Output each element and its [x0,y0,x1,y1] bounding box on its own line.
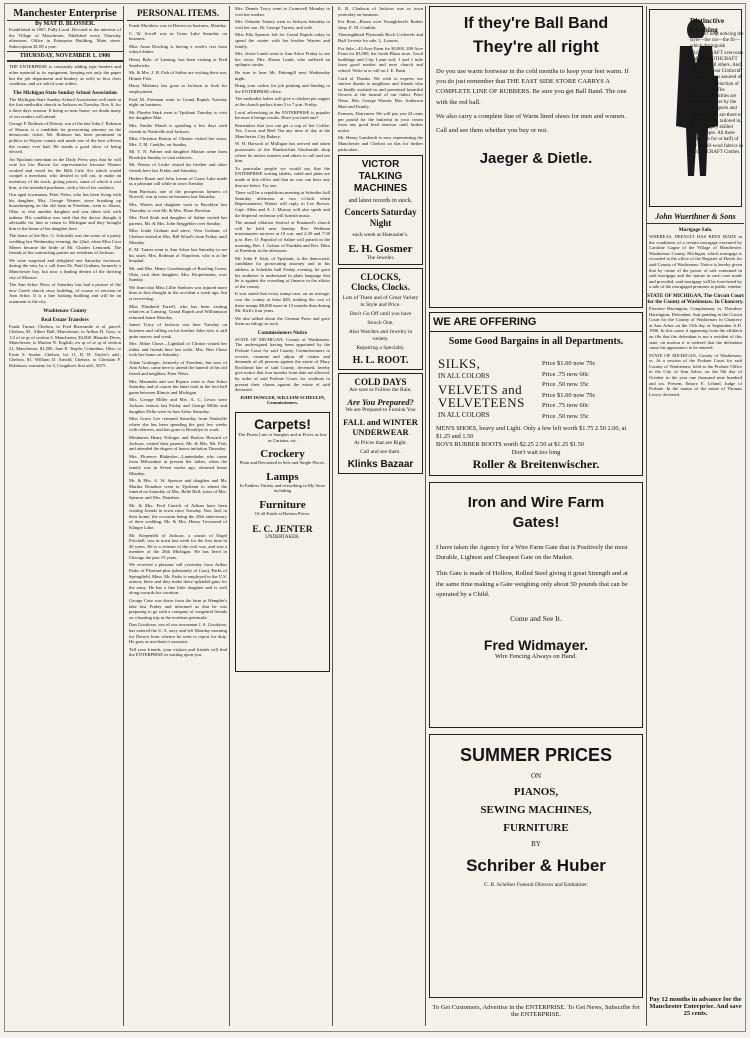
column-5-ads [429,6,643,1026]
classified-list [336,6,425,152]
colors-label: IN ALL COLORS [438,372,490,380]
notice-heading: Commissioners Notice [257,329,308,336]
personal-item: Frank Merithew was in Detroit on business, Monday. [129,23,227,28]
personal-item: Mr. and Mrs. Henry Goodenough of Bowling Green, Ohio, visit their daughter, Mrs. Klopfenstein, over Sunday. [129,265,227,283]
local-item: Mrs. Dennis Tracy went to Cromwell Monday to visit her mother. [235,6,330,17]
shoes-text: MEN'S SHOES, heavy and Light. Only a few left worth $1.75 2.50 2.00, at $1.25 and 1.50 [436,425,627,440]
chancery-heading: STATE OF MICHIGAN, The Circuit Court for the County of Washtenaw. In Chancery. [647,292,744,305]
personal-item: Mrs. George Miller and Mrs. A. C. Lewis were Jackson visitors last Friday and George Miller and daughter Della were in Ann Arbor Saturday. [129,397,227,414]
offering-ad [429,312,643,476]
local-item: Bring your orders for job printing and binding to the ENTERPRISE office. [235,83,330,94]
article-heading: Real Estate Transfers [41,316,89,323]
colddays-title: COLD DAYS [354,377,407,388]
concerts-title: Concerts Saturday Night [344,207,417,229]
personal-item: Mr. & Mrs. Fred Carrick of Adrian have been visiting friends in town since Tuesday, Nov. 2nd, in their home, the occasion being the 20th anniversary of their wedding, Mr. & Mrs. Henry Townsend of Klinger Lake. [129,502,227,530]
personal-item: Mr. Phoebe Stark went to Ypsilanti Tuesday to visit her daughter Mae. [129,109,227,121]
personal-item: We learn that Miss Lillie Sanborn was injured more than at first thought in the accident a week ago, but is recovering. [129,284,227,301]
classified-item: Farmers, Dairymen. We will pay you 24 cents per pound for the butterfat in your cream from any good bred assessor until further notice. [338,111,423,133]
widmayer-sub: Wire Fencing Always on Hand. [495,653,577,661]
victor-ad [338,155,423,265]
personal-item: James Tracy of Jackson was here Tuesday on business and calling on his brother John who is still quite narrow and weak. [129,322,227,339]
fall-sub: At Prices that are Right. [353,440,407,447]
carpets-heading: Carpets! [254,416,311,432]
article-paragraph: George F. Rothsen of Detroit, son of the late John J. Robison of Sharon, is a candidate for prosecuting attorney on the democratic ticket. Mr. Robison has been prominent in politics in Wayne county and made one of the best officers the county ever had. He stands a good show of being elected. [9,121,121,155]
prepared-sub: We are Prepared to Furnish You [345,407,416,414]
personal-item: Henry Bole, of Lansing, has been visiting at Fred Sandwicks. [129,56,227,68]
column-4 [336,6,426,1026]
personal-item: Miss Grace Lee returned Saturday from Nashville where she has been spending the past few weeks with relatives, and has gone to Brooklyn to work. [129,416,227,433]
local-item: Mrs. Jessie Lamb went to Ann Arbor Friday to see her sister, Mrs. Hiram Lamb, who suffered an epileptic stroke. [235,51,330,68]
iron-text: I have taken the Agency for a Wire Farm Gate that is Positively the most Durable, Lightest and Cheapest Gate on the Market. [436,544,628,562]
column-1 [7,6,124,1026]
furniture-heading: Furniture [259,498,306,511]
schriber-sub: C. B. Schriber Funeral Director and Embalmer. [483,882,588,888]
price-line: Price .50 now 35c [542,412,589,420]
summer-by: BY [531,840,541,848]
fall-line: FALL and WINTER UNDERWEAR [343,417,418,438]
personal-item: Tell your friends, your visitors and friends will find the ENTERPRISE in waiting upon you. [129,646,227,658]
summer-prices-ad [429,734,643,998]
personal-item: We received a pleasant call yesterday from Arthur Parks of Pleasant-plus (pleasantly of Cass), Parks of Springfield, Mass. Mr. Parks is employed in the U.S. armory there and they make these splendid guns for the army. He has a fine little daughter and is well along towards his vacation. [129,562,227,596]
local-item: Mr. John F. Kirk, of Ypsilanti, is the democratic candidate for prosecuting attorney and in his address at Schettler hall Friday evening, he gave his audience to understand in plain language that he is against the crowding of finance in the affairs of the county. [235,255,330,289]
personal-item: Herbert Bauer and John Lemm of Grass Lake made us a pleasant call while in town Tuesday. [129,175,227,187]
summer-pianos: PIANOS, [513,786,559,798]
summer-furniture: FURNITURE [503,822,569,834]
classified-item: Card of Thanks. We wish to express our sincere thanks to neighbors and friends who so kindly assisted us and presented beautiful flowers at the funeral of our father, Peter Neiss. Mrs. George Warner, Mrs. Anderson Blatt and Family. [338,75,423,109]
personal-item: Miss Elizabeth Farrell, who has been visiting relatives at Lansing, Grand Rapids and Williamston returned home Monday. [129,303,227,320]
clothing-text: You can't help noticing the style—the cut—the fit—which distinguish CLOTHCRAFT overcoats and all CLOTHCRAFT suits from all others. And when you wear Clothcraft you are always assured of having the distinction of your clothes. The distinctive qualities are there—put there by the very best designers and tailors. If they are there to stay—built in, tailored in, by thoroughly skilled work people. All there isn't room for or half) of any but all-wool fabrics in CLOTHCRAFT Clothes. [690,32,744,155]
victor-sub: and latest records in stock. [348,198,413,205]
article-paragraph: An Ypsilanti merchant in the Daily Press says that he will vote for Lin Brown for representative because Warner worked and voted for the Bills Cafe Act which would compel a merchant, who desired to sell out, to make an inventory of his stock, giving prices, some of which it cost him, to the intended purchaser, with a list of his creditors. [9,156,121,190]
price-line: Price $1.00 now 79c [542,360,596,367]
personal-item: Adam Gottinger, formerly of Freedom, but now of Ann Arbor, came here to attend the funeral of his old friend and neighbor, Peter Neiss. [129,359,227,377]
clothing-heading: Distinctive Clothing [690,16,725,34]
article-paragraph: THE ENTERPRISE is constantly adding type headers and other material to its equipment, keeping not only the paper but the job department and bindery as well, in first class condition, and we solicit your orders. [9,64,121,87]
article-heading: The Michigan State Sunday School Association [13,89,117,96]
silks-label: SILKS, [438,356,481,371]
article-heading: Washtenaw County [43,307,87,314]
dont-wait: Don't wait too long [511,449,561,456]
article-paragraph: We were surprised and delighted one Saturday forenoon, during the rain, by a call from Dr. Paul Graham, formerly a Manchester boy, but now a leading dentist of the thriving city of Monroe. [9,257,121,280]
personal-item: C. W. Jewell was in Grass Lake Saturday on business. [129,30,227,42]
clothcraft-ad [649,9,742,207]
ball-band-headline: If they're Ball Band [463,15,609,32]
offering-sub: Some Good Bargains in all Departments. [448,336,624,347]
price-line: Price .75 now 60c [542,370,589,378]
classified-item: For Rent—Room over Youngblood's Barber shop. E. M. Conklin. [338,19,423,30]
wuerthner-name: John Wuerthner & Sons [647,210,744,224]
iron-gates-ad [429,482,643,728]
clocks-text: Repairing a Specialty. [356,345,405,352]
offering-heading: WE ARE OFFERING [430,313,642,332]
ball-band-text: Call and see them whether you buy or not. [436,127,548,135]
lamps-sub: In Endless Variety and everything in My Store including [239,482,326,494]
local-item: Local advertising in the ENTERPRISE is popular because it brings results. Have you tried one? [235,109,330,121]
chancery-text: Florence Harrington, Complainant, vs. Theodore Harrington, Defendant. Suit pending in the Circuit Court for the County of Washtenaw in Chancery at Ann Arbor on the 15th day of September A.D. 1906. In this cause it appearing from the affidavit on file that the defendant is not a resident of this state, on motion it is ordered that the defendant cause his appearance to be entered. [649,305,742,351]
personal-item: Mrs. Fred Stark and daughter of Saline visited her parents, Mr. & Mrs. John Sieggehler over Sunday. [129,215,227,226]
personal-item: Mr. & Mrs. A. W. Spencer and daughter and Mr. Martha Donahoe went to Ypsilanti to attend the funeral on Saturday of Mrs. Belle Hall, sister of Mrs. Spencer and Mrs. Donahoe. [129,478,227,500]
publisher-note: Established in 1867. Fully Local. Devoted to the interests of the Village of Manchester, Published every Thursday afternoon. Office in Enterprise Building, Main street. Subscription $1.00 a year. [9,27,121,49]
price-line: Price $1.00 now 79c [542,391,596,399]
iron-text: This Gate is made of Hollow, Rolled Steel giving it great Strength and at the same time making a Gate weighing only about 50 pounds that can be operated by a Child. [436,570,628,598]
klinks-name: Klinks Bazaar [347,459,414,471]
classified-item: E. B. Clarkson of Jackson was in town yesterday on business. [338,6,423,17]
mortgage-heading: Mortgage Sale. [678,227,713,233]
jenter-undertaker: UNDERTAKER. [265,534,300,540]
notice-text: STATE OF MICHIGAN, County of Washtenaw. The undersigned having been appointed by the Probate Court for said County, Commissioners to receive, examine and adjust all claims and demands of all persons against the estate of Mary Rockhead late of said County, deceased, hereby give notice that four months from date are allowed, by order of said Probate Court, for creditors to present their claims against the estate of said deceased. [235,336,330,393]
ball-band-text: Do you use warm footwear in the cold months to keep your feet warm. If you do just remember that THE EAST SIDE STORE CARRYS A COMPLETE LINE OF RUBBERS. Be sure you get Ball Band. The one with the red ball. [436,68,629,106]
schriber-name: Schriber & Huber [466,856,606,875]
personal-item: Mr. Kiepenfelt of Jackson, a cousin of Engel Fritchell, was in town last week for the first time in 40 years. He is a veteran of the civil war, and was a member of the 20th Michigan. He has lived in Chicago the past 15 years. [129,532,227,560]
jenter-name: E. C. JENTER [252,524,313,535]
iron-heading: Iron and Wire Farm Gates! [467,494,605,531]
local-item: The annual oblation festival of Emanuel's church will be held next Sunday. Rev. Wellman missionaries services at 10 a.m. and 2:30 and 7:30 p.m. Rev. O. Papsdorf of Saline will preach in the morning, Rev. J. Gohrar of Franklin and Rev. Ditto of Freedom in the afternoon. [235,220,330,254]
offering-fabrics [438,357,525,422]
local-item: There will be a republican meeting at Schettler hall Saturday afternoon at two o'clock when Representative Waters will reply to Lee Brown. Capt. Allen and A. J. Murray will also speak and the Imperial orchestra will furnish music. [235,190,330,218]
article-paragraph: The Ann Arbor News of Saturday last had a picture of the new Greek church story building, of course of erection in Ann Arbor. It is a fine looking building and will be an ornament to the city. [9,282,121,304]
local-item: We also talked about the German Press and gave them an eulogy as such. [235,315,330,327]
gosmer-sub: The Jeweler. [366,255,395,262]
clocks-subheading: Clocks, Clocks. [351,282,410,293]
personal-items-list [127,23,229,658]
call-see: Call and see them. [360,449,401,456]
local-items-list [233,6,332,327]
clocks-ad [338,268,423,370]
clocks-heading: CLOCKS, [360,272,401,283]
summer-sewing: SEWING MACHINES, [480,804,592,816]
classified-item: For Sale—43 Acre Farm for $3,000. 200 Acre Farm for $3,000, the Jacob Blum store. Good buildings and Clay Loam soil, 1 and 1 mile from good market and near church and school. Write at or call on J. E. Bush. [338,45,423,73]
summer-on: ON [530,772,542,780]
local-item: Remember that you can get a cup of hot Coffee, Tea, Cocoa and Beef Tea any time of day at the Manchester City Bakery. [235,122,330,139]
velvets-label: VELVETS and [438,382,523,397]
clocks-text: Lots of Them and of Great Variety in Style and Price. [342,295,419,309]
personal-item: Mesdames Henry Eslinger and Harlow Howard of Jackson, visited their parents, Mr. & Mrs. Mr. Fish, and attended the degree of honor initiation Thursday. [129,435,227,452]
masthead-title: Manchester Enterprise [7,6,123,21]
article-paragraph: The home of the Rev. G. Schoettle was the scene of a pretty wedding last Wednesday evening, the 22nd, when Miss Cora Menes became the bride of Mr. Charles Lemonek. The friends of the contracting parties are residents of Jackson. [9,233,121,256]
personal-item: Mr. T. N. Palmer and daughter Marian came from Brooklyn Sunday to visit relatives. [129,149,227,160]
personal-item: Mrs. Abbie Chase—Lightball of Clinton visited her father and friends here last week. Mrs. Bert Chase took her home on Saturday. [129,341,227,358]
personal-item: Fred M. Freeman went to Grand Rapids Tuesday night on business. [129,96,227,108]
personal-item: George Case was down from the farm at Wampler's lake last Friday and informed us that he was preparing to go with a company of congenial friends on a hunting trip in the northern peninsula. [129,598,227,620]
clocks-text: Struck One. [367,320,394,327]
personal-item: Mr. & Mrs. J. H. Fish of Saline are visiting their son, Homer Fish. [129,70,227,81]
lamps-heading: Lamps [266,470,299,483]
summer-heading: SUMMER PRICES [459,745,612,765]
article-paragraph: The Michigan State Sunday School Association will meet at the first methodist church in Jackson on Tuesday, Nov. 6, for a three days session. It being so near home, we doubt many of our readers will attend. [9,96,121,119]
ball-band-ad [429,6,643,308]
prepared-title: Are You Prepared? [347,397,414,408]
crockery-sub: Plain and Decorated in Sets and Single Pieces. [239,460,326,466]
personal-item: Dan Goodyear, son of our townsman J. S. Goodyear, has entered the U. S. navy and left Monday morning for Detroit from whence he went to report for duty. He goes as mechanic's assistant. [129,622,227,645]
personal-item: Mrs. Marander and son Raynor went to Ann Arbor Saturday and of course the latter took in the foot ball game between Illinois and Michigan. [129,378,227,395]
column-2 [127,6,230,1026]
root-name: H. L. ROOT. [352,355,409,367]
article-paragraph: Our aged townsman, Peter Neiss, who has been living with his daughter, Mrs. George Warner, since breaking up housekeeping on the old farm in Freedom, went to Akron, Ohio, to visit another daughter and was taken sick with asthma. His condition was such that the doctor thought it advisable for him to return to Michigan and they brought him to the home of his daughter here. [9,192,121,231]
carpets-sub: The Finest Line of Samples and at Prices as low as Curtains, etc. [238,432,327,443]
jaeger-dietle-name: Jaeger & Dietle. [479,150,593,168]
colddays-sub: Are sure to Follow the Rain. [349,387,412,394]
mortgage-text: WHEREAS, DEFAULT HAS BEEN MADE in the conditions of a certain mortgage executed by Caroline Gagne of the Village of Manchester, Washtenaw County, Michigan, which mortgage is recorded in the office of the Register of Deeds for said County of Washtenaw. Notice is hereby given that by virtue of the power of sale contained in said mortgage and the statute in such case made and provided, said mortgage will be foreclosed by a sale of the mortgaged premises at public vendue. [649,234,742,290]
column-3 [233,6,333,1026]
classified-item: Mr. Henry Lamberdt is now representing the Manchester and Chelsea on this for further particulars. [338,135,423,152]
concerts-sub: each week at Haeussler's. [352,232,409,239]
probate-text: STATE OF MICHIGAN, County of Washtenaw, ss. At a session of the Probate Court for said County of Washtenaw, held at the Probate Office in the City of Ann Arbor, on the 9th day of October in the year one thousand nine hundred and six. Present, Emory E. Leland, Judge of Probate. In the matter of the estate of Thomas Lowry deceased. [649,352,742,397]
article-paragraph: Frank Turner, Chelsea, to Fred Broesamle et al, parcel, Chelsea, $1. Albert Hall, Manchester, to Arthur H. Goss, w 1/2 of se qr of section 3, Manchester, $3,000. Blanche Diver, Manchester, to Marion N. English, ew qr of se qr of section 21, Manchester, $1,500. Jane E. Teeple, Columbus, Ohio, to Ernie S. Sonier, Chelsea, lot 11, D. H. Taylor's add., Chelsea, $1. William D. Arnold, Chelsea, to Christian F. Robinson, warranty lot 3, Congdon's first add., $375. [9,323,121,368]
notice-names: JOHN DOWLER, WILLIAM SCHEULIN, Commissioners. [239,394,326,406]
clocks-text: Don't Go Off until you have [349,311,412,318]
iron-come: Come and See It. [510,614,562,624]
victor-heading: VICTOR TALKING MACHINES [353,159,408,195]
boys-text: BOYS RUBBER BOOTS worth $2.25 2.50 at $1.25 $1.50 [436,441,584,448]
footer-right: Pay 12 months in advance for the Manchester Enterprise. And save 25 cents. [649,996,742,1017]
personal-item: Harry Maloney has gone to Jackson to look for employment. [129,83,227,94]
local-item: Mrs. Orlando Turney went to Jackson Saturday to visit her son, Dr. George Turney, and wife. [235,19,330,30]
furniture-sub: Of all Kinds at Bottom Prices. [254,510,311,516]
carpets-ad [235,412,330,672]
local-item: The methodist ladies will give a chicken pie supper at the church parlors from 5 to 7 p.m. Friday. [235,96,330,107]
local-item: W. H. Harsoch of Mulligan has arrived and taken possession of the Handorchini blacksmith shop where he invites farmers and others to call and see him. [235,141,330,164]
colors-label: IN ALL COLORS [438,411,490,419]
personal-item: Mr. Waters of Leslie visited his brother and other friends here last Friday and Saturday. [129,162,227,174]
personal-item: Miss Anna Dowling is having a week's rest from school duties. [129,43,227,55]
offering-prices [542,359,595,422]
local-item: Miss Ella Spencer left for Grand Rapids today to spend the winter with her brother Warren and family. [235,32,330,49]
personal-items-heading: PERSONAL ITEMS. [127,6,229,21]
column-6 [646,6,744,1026]
gosmer-name: E. H. Gosmer [348,243,413,256]
price-line: Price .75 now 60c [542,402,589,409]
masthead-date: THURSDAY, NOVEMBER 1, 1906 [7,51,123,62]
personal-item: Miss Christina Barton of Clinton visited her sister, Mrs. T. M. Conklin, on Sunday. [129,136,227,147]
classified-item: Thoroughbred Plymouth Rock Cockerels and Buff Leverie for sale. L. Loomis. [338,32,423,43]
klinks-ad [338,373,423,474]
local-item: To particular people we would say that the ENTERPRISE writing tablets, ruled and plain are made at this office and that no one can have any that are better. Try one. [235,165,330,188]
clocks-text: Also Watches and Jewelry in variety. [348,329,413,343]
local-item: It was stated that every tramp case, on an average, cost the county at least $20, making the cost of these tramps $8,000 more in 13 months than during Mr. Kirk's four years. [235,291,330,314]
crockery-heading: Crockery [260,448,305,461]
roller-name: Roller & Breitenwischer. [472,457,600,471]
ball-band-subheadline: They're all right [473,37,599,56]
personal-item: Mrs. Florence Blakeslee—Lantenbahn who came from Milwaukee at present her father, when the family was in Seven weeks ago, returned home Monday. [129,453,227,476]
local-item: Be sure to hear Mr. Pattengill next Wednesday night. [235,69,330,81]
masthead-byline: By MAT D. BLOSSER. [35,21,95,27]
personal-item: Sam Burtwatt, one of the prosperous farmers of Norvell, was in town on business last Saturday. [129,188,227,200]
personal-item: Mrs. Emilie Marsh is spending a few days with friends in Nashville and Jackson. [129,122,227,134]
widmayer-name: Fred Widmayer. [483,637,589,654]
newspaper-page [4,3,746,1032]
velveteens-label: VELVETEENS [438,395,525,410]
personal-item: Miss Linda Graham and niece, Vera Graham, of Chelsea visited at Mrs. Bill Wood's from Friday until Monday. [129,228,227,245]
personal-item: Mrs. Waters and daughter went to Brooklyn last Thursday to visit Mr. & Mrs. Elmo Hovelan. [129,202,227,213]
footer-left: To Get Customers, Advertise in the ENTERPRISE. To Get News, Subscribe for the ENTERPRISE. [432,1004,640,1018]
offering-shoes [436,425,636,457]
price-line: Price .50 now 35c [542,381,589,388]
personal-item: E. M. Turner went to Ann Arbor last Saturday to see his sister, Mrs. Rodman of Napoleon, who is at the hospital. [129,247,227,264]
ball-band-text: We also carry a complete line of Warm lined shoes for men and women. [436,112,626,120]
